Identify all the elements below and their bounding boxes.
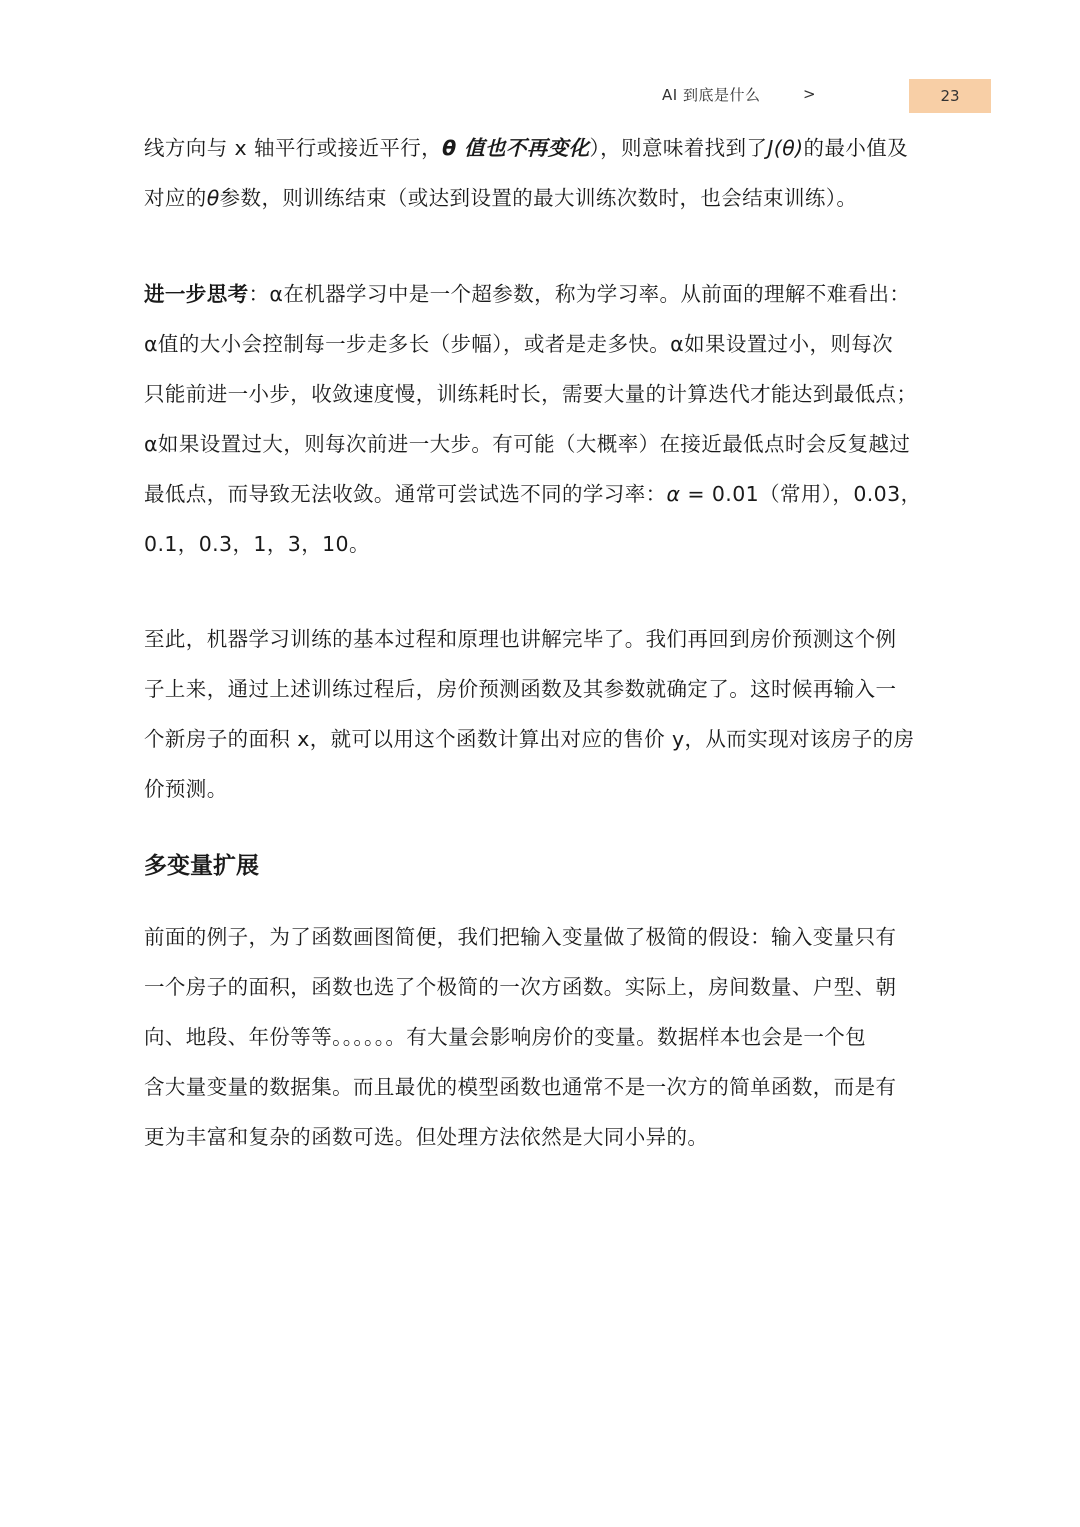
paragraph-line: 0.1，0.3，1，3，10。 [144,532,370,556]
text-run: ），则意味着找到了 [589,136,768,160]
paragraph-line: 前面的例子，为了函数画图简便，我们把输入变量做了极简的假设：输入变量只有 [144,925,897,949]
math-symbol: θ [206,186,220,210]
text-run: 最低点，而导致无法收敛。通常可尝试选不同的学习率： [144,482,667,506]
text-run: ：α在机器学习中是一个超参数，称为学习率。从前面的理解不难看出： [248,282,911,306]
text-run: 线方向与 x 轴平行或接近平行， [144,136,443,160]
paragraph-line: 个新房子的面积 x，就可以用这个函数计算出对应的售价 y，从而实现对该房子的房 [144,727,915,751]
text-run: 参数，则训练结束（或达到设置的最大训练次数时，也会结束训练）。 [219,186,858,210]
paragraph-line [144,173,944,223]
page-number: 23 [940,87,960,105]
chevron-right-icon: > [803,85,816,103]
paragraph-4 [144,912,944,1162]
math-expression: J(θ) [767,136,804,160]
running-title: AI 到底是什么 [662,86,761,104]
math-symbol: α [666,482,681,506]
paragraph-line [144,269,944,319]
paragraph-line: 更为丰富和复杂的函数可选。但处理方法依然是大同小异的。 [144,1125,709,1149]
section-heading [144,846,944,886]
page-header [0,78,1080,114]
section-title: 多变量扩展 [144,853,259,879]
paragraph-line: 含大量变量的数据集。而且最优的模型函数也通常不是一次方的简单函数，而是有 [144,1075,897,1099]
paragraph-line: 至此，机器学习训练的基本过程和原理也讲解完毕了。我们再回到房价预测这个例 [144,627,897,651]
paragraph-line [144,469,944,519]
paragraph-line: 子上来，通过上述训练过程后，房价预测函数及其参数就确定了。这时候再输入一 [144,677,897,701]
paragraph-line: 向、地段、年份等等。。。。。。有大量会影响房价的变量。数据样本也会是一个包 [144,1025,867,1049]
text-run: 的最小值及 [803,136,909,160]
paragraph-2 [144,269,944,569]
paragraph-1 [144,123,944,223]
page-number-badge [909,79,991,113]
paragraph-3 [144,614,944,814]
paragraph-line: α如果设置过大，则每次前进一大步。有可能（大概率）在接近最低点时会反复越过 [144,432,911,456]
paragraph-line: α值的大小会控制每一步走多长（步幅），或者是走多快。α如果设置过小，则每次 [144,332,894,356]
text-run: 对应的 [144,186,207,210]
bold-label: 进一步思考 [144,282,249,306]
paragraph-line: 只能前进一小步，收敛速度慢，训练耗时长，需要大量的计算迭代才能达到最低点； [144,382,918,406]
bold-text: θ 值也不再变化 [442,136,590,160]
paragraph-line: 一个房子的面积，函数也选了个极简的一次方函数。实际上，房间数量、户型、朝 [144,975,897,999]
text-run: = 0.01（常用），0.03， [680,482,922,506]
paragraph-line [144,123,944,173]
paragraph-line: 价预测。 [144,777,228,801]
